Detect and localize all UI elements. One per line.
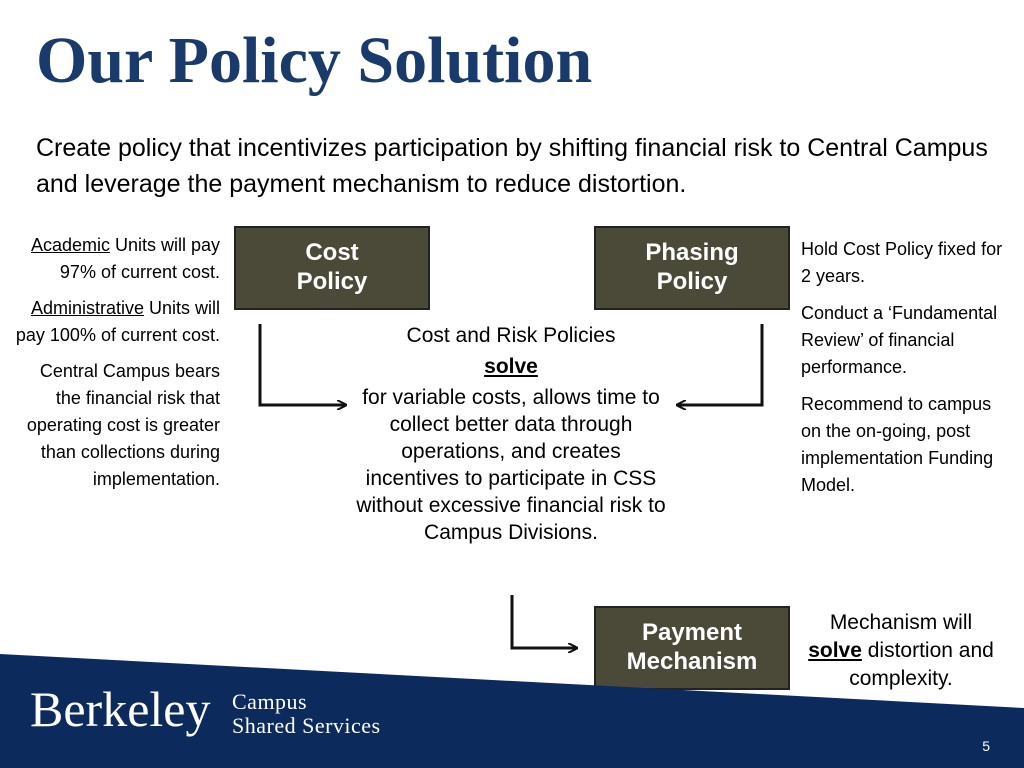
logo-line-1: Campus [232,689,308,714]
center-solve: solve [484,355,538,378]
center-body: for variable costs, allows time to collect better data through operations, and creates incentives to participate in CSS without excessive financial risk to Campus Divisions. [356,386,666,544]
logo-line-2: Shared Services [232,713,381,738]
cost-policy-label-1: Cost [305,239,359,267]
campus-shared-services-logo [232,690,381,738]
central-campus-note: Central Campus bears the financial risk that operating cost is greater than collections during implementation. [26,361,220,489]
cost-policy-label-2: Policy [296,268,368,295]
slide-subtitle: Create policy that incentivizes participation by shifting financial risk to Central Campus and leverage the payment mechanism to reduce distortion. [36,134,988,198]
academic-text: Units will pay 97% of current cost. [59,235,220,282]
mechanism-before: Mechanism will [829,611,973,634]
right-note-1: Hold Cost Policy fixed for 2 years. [801,239,1003,286]
arrow-cost-to-center [260,324,345,405]
right-note-2: Conduct a ‘Fundamental Review’ of financial performance. [801,303,998,377]
mechanism-solve: solve [808,639,862,662]
phasing-policy-label-2: Policy [656,268,728,295]
administrative-label: Administrative [30,298,144,318]
berkeley-logo: Berkeley [30,681,211,737]
administrative-text: Units will pay 100% of current cost. [15,298,220,345]
academic-label: Academic [30,235,110,255]
payment-mechanism-label-2: Mechanism [626,648,758,675]
mechanism-after: distortion and complexity. [849,639,994,690]
right-note-3: Recommend to campus on the on-going, post implementation Funding Model. [801,394,994,495]
payment-mechanism-label-1: Payment [641,619,743,647]
arrow-center-to-payment [512,595,576,648]
page-number: 5 [982,738,990,754]
slide-title: Our Policy Solution [36,24,593,97]
phasing-policy-label-1: Phasing [645,239,739,267]
arrow-phasing-to-center [678,324,762,405]
center-line-1: Cost and Risk Policies [406,324,616,347]
